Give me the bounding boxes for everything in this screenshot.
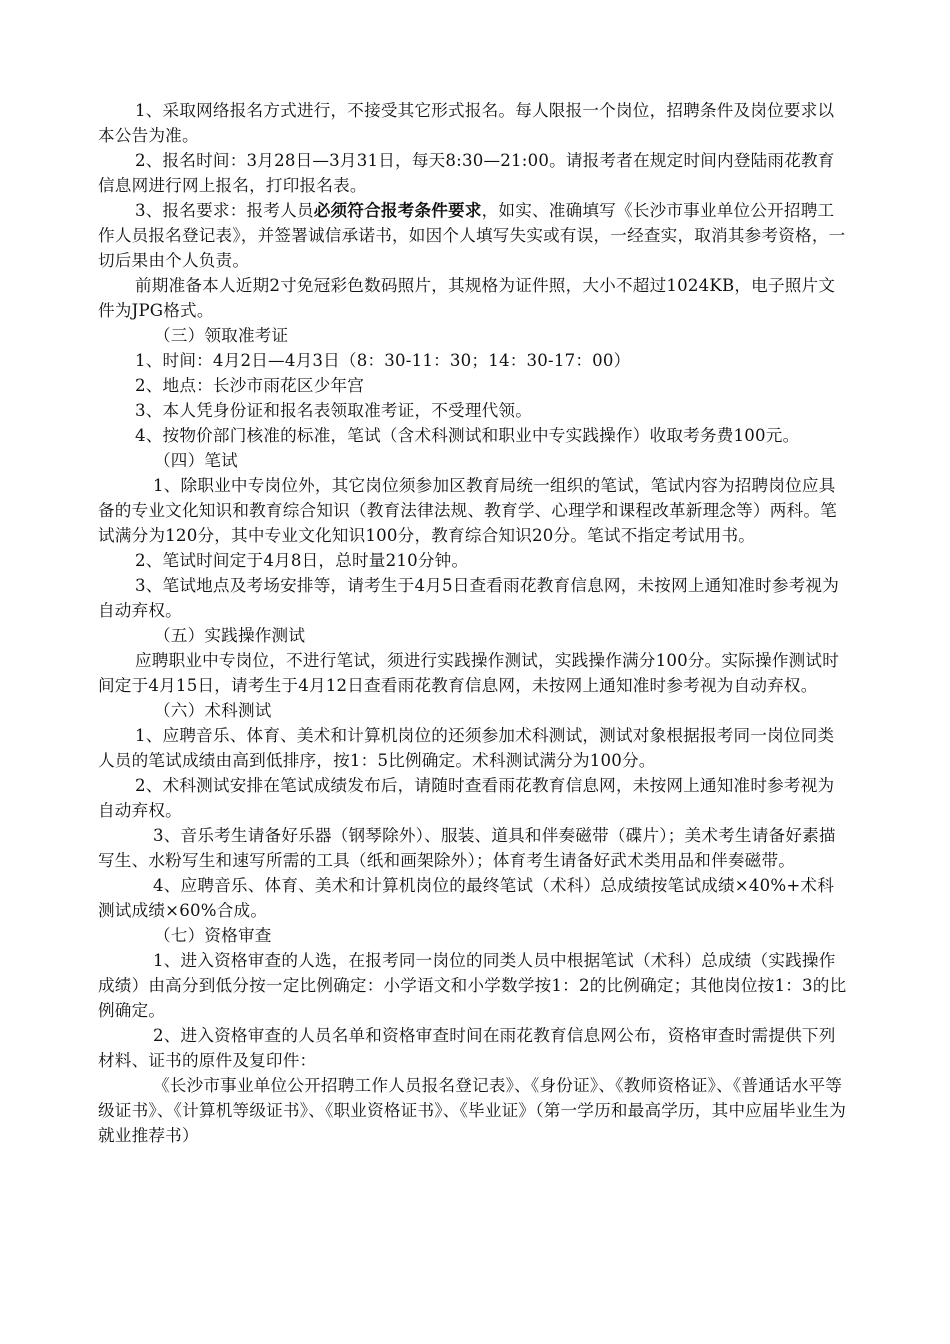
paragraph-registration-requirements xyxy=(98,198,850,273)
requirements-text-a: 3、报名要求：报考人员 xyxy=(135,201,314,220)
requirements-bold-text: 必须符合报考条件要求 xyxy=(313,200,482,220)
section-heading-qualification-review: （七）资格审查 xyxy=(154,926,272,945)
section-heading-admission-ticket: （三）领取准考证 xyxy=(154,326,289,345)
paragraph-ticket-id: 3、本人凭身份证和报名表领取准考证，不受理代领。 xyxy=(135,401,533,420)
paragraph-ticket-time: 1、时间：4月2日—4月3日（8：30-11：30；14：30-17：00） xyxy=(135,351,631,370)
paragraph-ticket-fee: 4、按物价部门核准的标准，笔试（含术科测试和职业中专实践操作）收取考务费100元。 xyxy=(135,426,800,445)
paragraph-registration-time: 2、报名时间：3月28日—3月31日，每天8:30—21:00。请报考者在规定时间内登陆雨花教育信息网进行网上报名，打印报名表。 xyxy=(98,151,835,195)
paragraph-review-document-list: 《长沙市事业单位公开招聘工作人员报名登记表》、《身份证》、《教师资格证》、《普通话水平等级证书》、《计算机等级证书》、《职业资格证书》、《毕业证》（第一学历和最高学历，其中应届毕业生为就业推荐书） xyxy=(98,1076,846,1145)
section-heading-skill-test: （六）术科测试 xyxy=(154,701,272,720)
paragraph-photo-requirements: 前期准备本人近期2寸免冠彩色数码照片，其规格为证件照，大小不超过1024KB，电子照片文件为JPG格式。 xyxy=(98,276,836,320)
section-heading-written-exam: （四）笔试 xyxy=(154,451,238,470)
paragraph-registration-method: 1、采取网络报名方式进行，不接受其它形式报名。每人限报一个岗位，招聘条件及岗位要求以本公告为准。 xyxy=(98,101,835,145)
paragraph-skill-test-scoring: 4、应聘音乐、体育、美术和计算机岗位的最终笔试（术科）总成绩按笔试成绩×40%+术科测试成绩×60%合成。 xyxy=(98,876,835,920)
requirements-text-b: ，如实、准确填写《长沙市事业单位公开招聘工作人员报名登记表》，并签署诚信承诺书，如因个人填写失实或有误，一经查实，取消其参考资格，一切后果由个人负责。 xyxy=(98,201,846,270)
paragraph-review-documents: 2、进入资格审查的人员名单和资格审查时间在雨花教育信息网公布，资格审查时需提供下列材料、证书的原件及复印件： xyxy=(98,1026,836,1070)
paragraph-ticket-location: 2、地点：长沙市雨花区少年宫 xyxy=(135,376,365,395)
paragraph-practical-test: 应聘职业中专岗位，不进行笔试，须进行实践操作测试，实践操作满分100分。实际操作测试时间定于4月15日，请考生于4月12日查看雨花教育信息网，未按网上通知准时参考视为自动弃权。 xyxy=(98,651,840,695)
paragraph-exam-content: 1、除职业中专岗位外，其它岗位须参加区教育局统一组织的笔试，笔试内容为招聘岗位应具备的专业文化知识和教育综合知识（教育法律法规、教育学、心理学和课程改革新理念等）两科。笔试满分为120分，其中专业文化知识100分，教育综合知识20分。笔试不指定考试用书。 xyxy=(98,476,837,545)
paragraph-review-selection: 1、进入资格审查的人选，在报考同一岗位的同类人员中根据笔试（术科）总成绩（实践操作成绩）由高分到低分按一定比例确定：小学语文和小学数学按1：2的比例确定；其他岗位按1：3的比例确定。 xyxy=(98,951,847,1020)
section-heading-practical-test: （五）实践操作测试 xyxy=(154,626,306,645)
document-body xyxy=(98,98,850,1148)
paragraph-exam-location: 3、笔试地点及考场安排等，请考生于4月5日查看雨花教育信息网，未按网上通知准时参考视为自动弃权。 xyxy=(98,576,840,620)
paragraph-skill-test-scope: 1、应聘音乐、体育、美术和计算机岗位的还须参加术科测试，测试对象根据报考同一岗位同类人员的笔试成绩由高到低排序，按1：5比例确定。术科测试满分为100分。 xyxy=(98,726,835,770)
paragraph-exam-time: 2、笔试时间定于4月8日，总时量210分钟。 xyxy=(135,551,469,570)
paragraph-skill-test-schedule: 2、术科测试安排在笔试成绩发布后，请随时查看雨花教育信息网，未按网上通知准时参考视为自动弃权。 xyxy=(98,776,835,820)
paragraph-skill-test-materials: 3、音乐考生请备好乐器（钢琴除外）、服装、道具和伴奏磁带（碟片）；美术考生请备好素描写生、水粉写生和速写所需的工具（纸和画架除外）；体育考生请备好武术类用品和伴奏磁带。 xyxy=(98,826,836,870)
